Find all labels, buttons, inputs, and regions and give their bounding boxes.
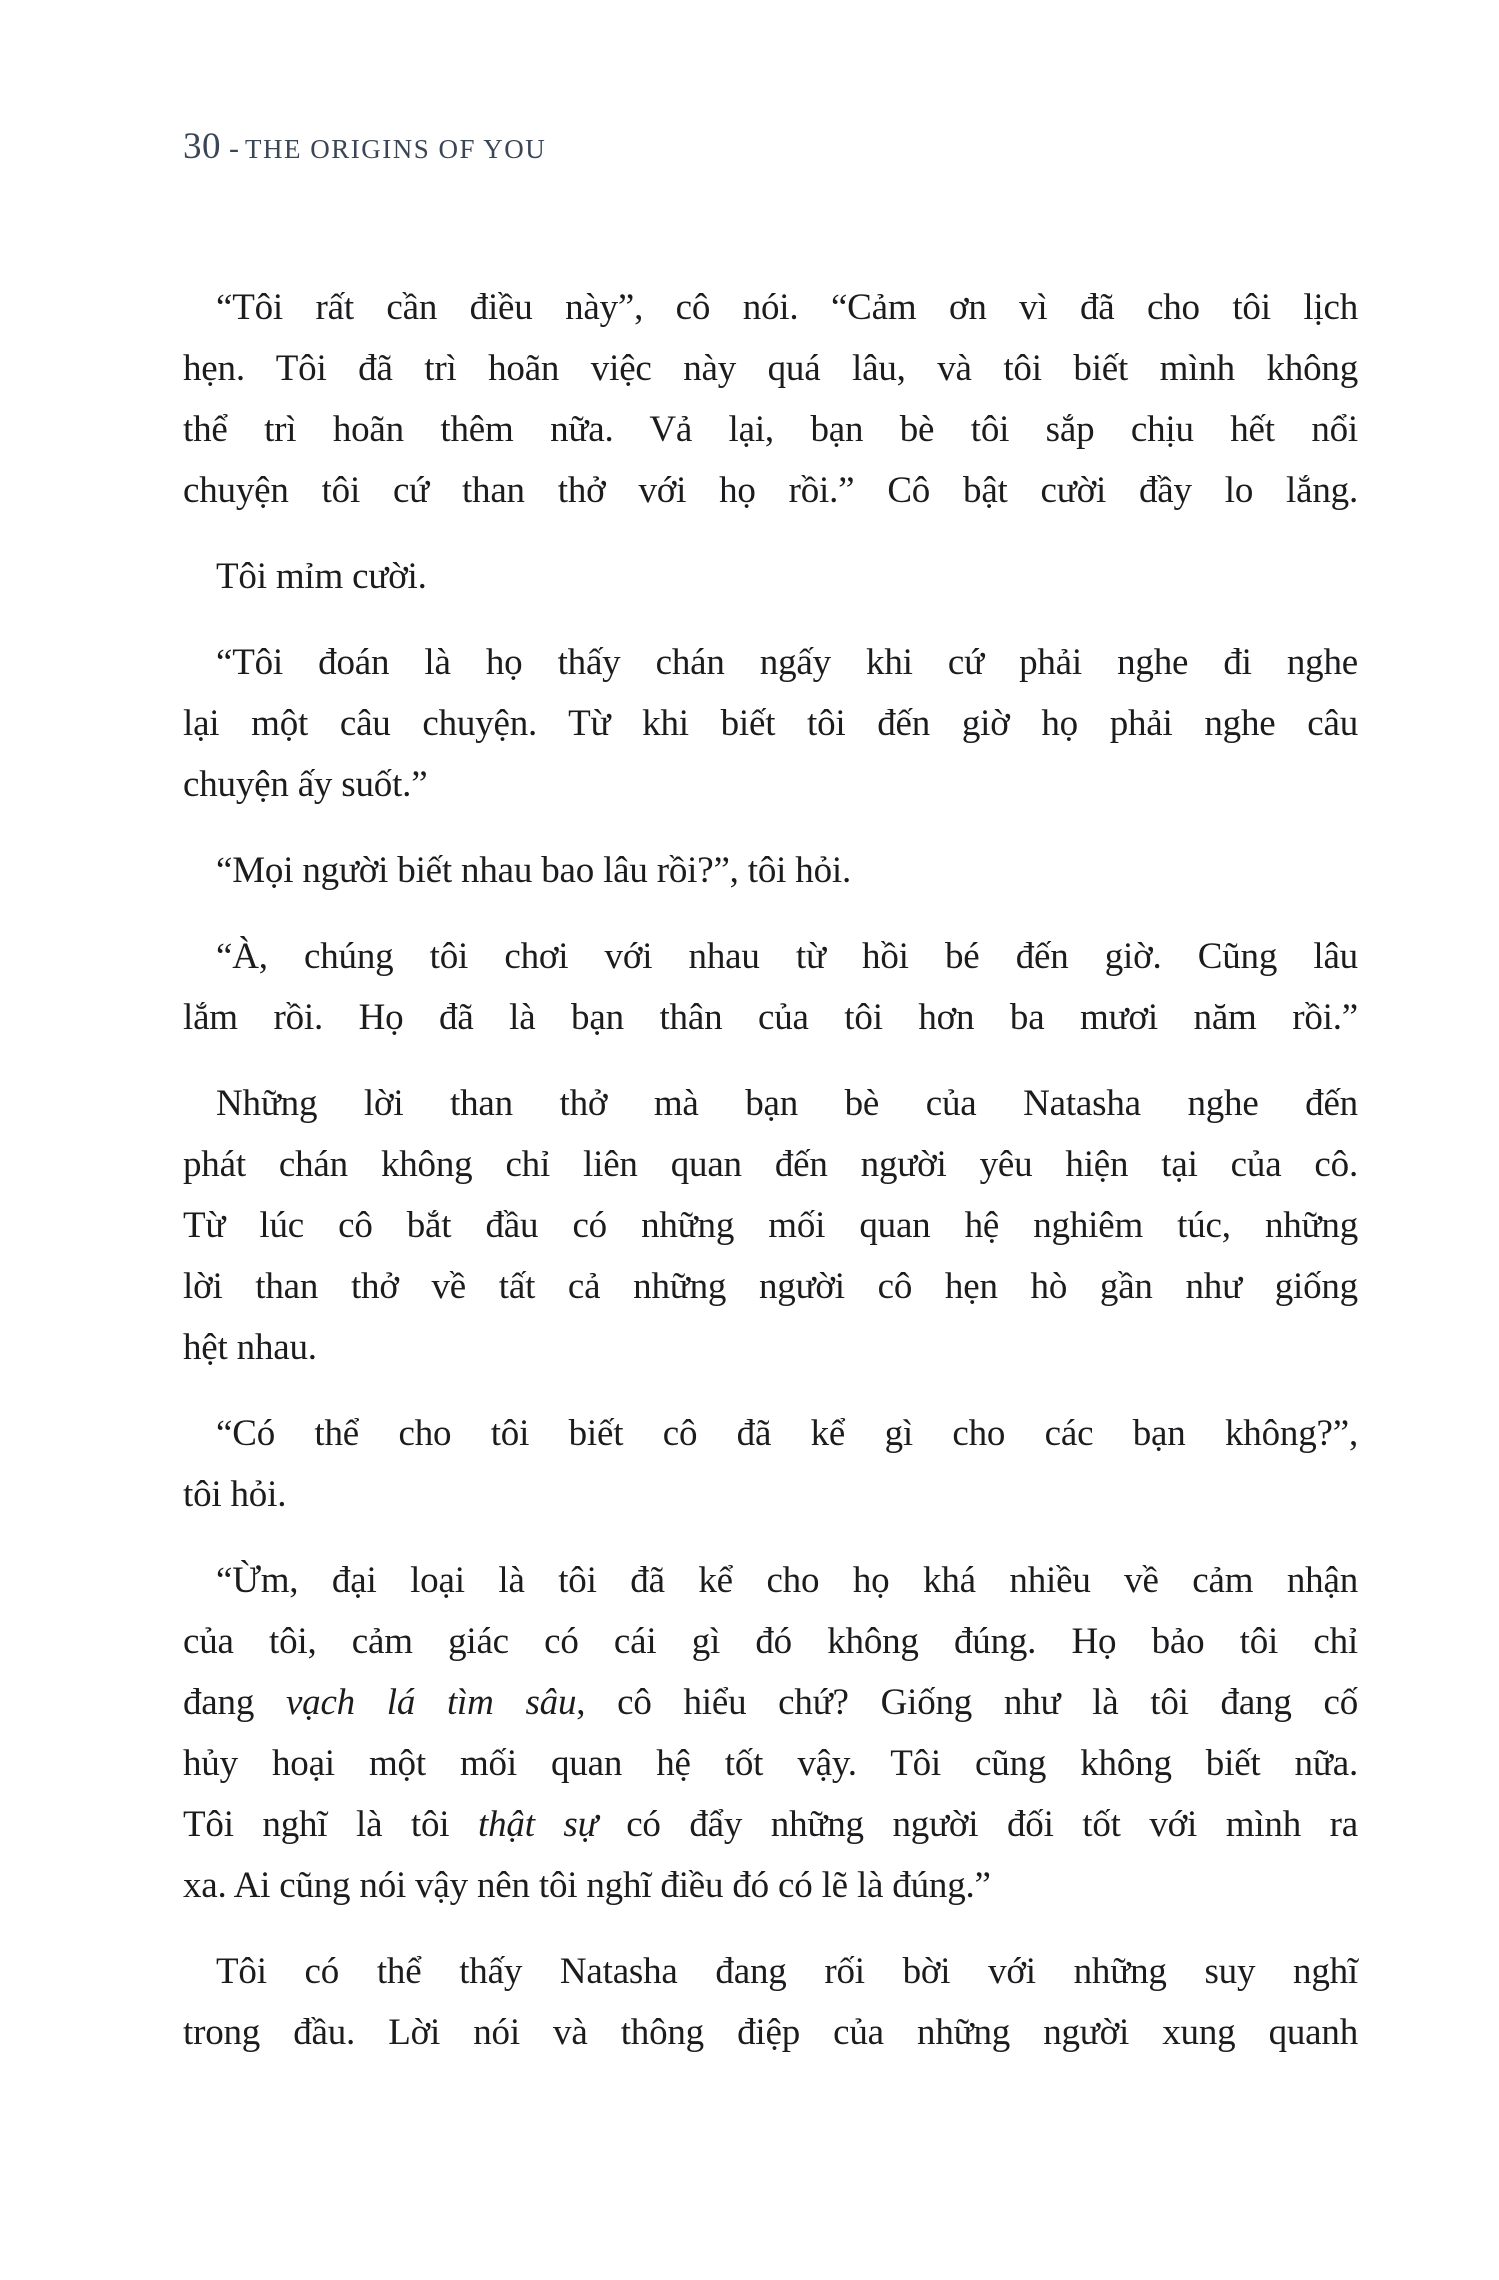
- text-line: tôi hỏi.: [183, 1474, 287, 1515]
- text-line: Tôi mỉm cười.: [216, 556, 427, 597]
- text-line: lời than thở về tất cả những người cô hẹn hò gần như giống: [183, 1266, 1358, 1307]
- text-line: chuyện tôi cứ than thở với họ rồi.” Cô bật cười đầy lo lắng.: [183, 470, 1358, 511]
- text-line: “Mọi người biết nhau bao lâu rồi?”, tôi hỏi.: [216, 850, 852, 891]
- text-line: lại một câu chuyện. Từ khi biết tôi đến giờ họ phải nghe câu: [183, 703, 1358, 744]
- text-line: hệt nhau.: [183, 1327, 317, 1368]
- text-line: “Tôi đoán là họ thấy chán ngấy khi cứ phải nghe đi nghe: [216, 642, 1358, 683]
- paragraph: [183, 277, 1358, 521]
- text-segment: Tôi nghĩ là tôi: [183, 1804, 479, 1845]
- text-segment: có đẩy những người đối tốt với mình ra: [597, 1804, 1358, 1845]
- text-line: xa. Ai cũng nói vậy nên tôi nghĩ điều đó có lẽ là đúng.”: [183, 1865, 991, 1906]
- text-segment: đang: [183, 1682, 286, 1723]
- paragraph: [183, 632, 1358, 815]
- body-text: [183, 277, 1358, 2063]
- paragraph: [183, 1073, 1358, 1378]
- text-line: “Có thể cho tôi biết cô đã kể gì cho các bạn không?”,: [216, 1413, 1358, 1454]
- text-segment-italic: vạch lá tìm sâu: [285, 1682, 577, 1723]
- paragraph: [183, 840, 1358, 901]
- paragraph: [183, 1941, 1358, 2063]
- text-line: Từ lúc cô bắt đầu có những mối quan hệ nghiêm túc, những: [183, 1205, 1358, 1246]
- text-segment-italic: thật sự: [478, 1804, 598, 1845]
- text-line: chuyện ấy suốt.”: [183, 764, 428, 805]
- text-line: hẹn. Tôi đã trì hoãn việc này quá lâu, và tôi biết mình không: [183, 348, 1358, 389]
- paragraph: [183, 546, 1358, 607]
- text-line: “Tôi rất cần điều này”, cô nói. “Cảm ơn vì đã cho tôi lịch: [216, 287, 1358, 328]
- book-title: THE ORIGINS OF YOU: [245, 134, 547, 164]
- text-line: “À, chúng tôi chơi với nhau từ hồi bé đến giờ. Cũng lâu: [216, 936, 1358, 977]
- text-line: của tôi, cảm giác có cái gì đó không đúng. Họ bảo tôi chỉ: [183, 1621, 1358, 1662]
- text-line: [183, 1794, 1358, 1855]
- header-separator: -: [229, 132, 239, 165]
- text-line: [183, 1672, 1358, 1733]
- text-line: Những lời than thở mà bạn bè của Natasha nghe đến: [216, 1083, 1358, 1124]
- paragraph: [183, 1550, 1358, 1916]
- text-line: phát chán không chỉ liên quan đến người yêu hiện tại của cô.: [183, 1144, 1358, 1185]
- page-number: 30: [183, 126, 221, 167]
- paragraph: [183, 926, 1358, 1048]
- text-line: “Ừm, đại loại là tôi đã kể cho họ khá nhiều về cảm nhận: [216, 1560, 1358, 1601]
- text-line: hủy hoại một mối quan hệ tốt vậy. Tôi cũng không biết nữa.: [183, 1743, 1358, 1784]
- text-line: lắm rồi. Họ đã là bạn thân của tôi hơn ba mươi năm rồi.”: [183, 997, 1358, 1038]
- text-line: thể trì hoãn thêm nữa. Vả lại, bạn bè tôi sắp chịu hết nổi: [183, 409, 1358, 450]
- page-header: [183, 124, 546, 177]
- text-line: trong đầu. Lời nói và thông điệp của những người xung quanh: [183, 2012, 1358, 2053]
- text-segment: , cô hiểu chứ? Giống như là tôi đang cố: [576, 1682, 1358, 1723]
- text-line: Tôi có thể thấy Natasha đang rối bời với những suy nghĩ: [216, 1951, 1358, 1992]
- paragraph: [183, 1403, 1358, 1525]
